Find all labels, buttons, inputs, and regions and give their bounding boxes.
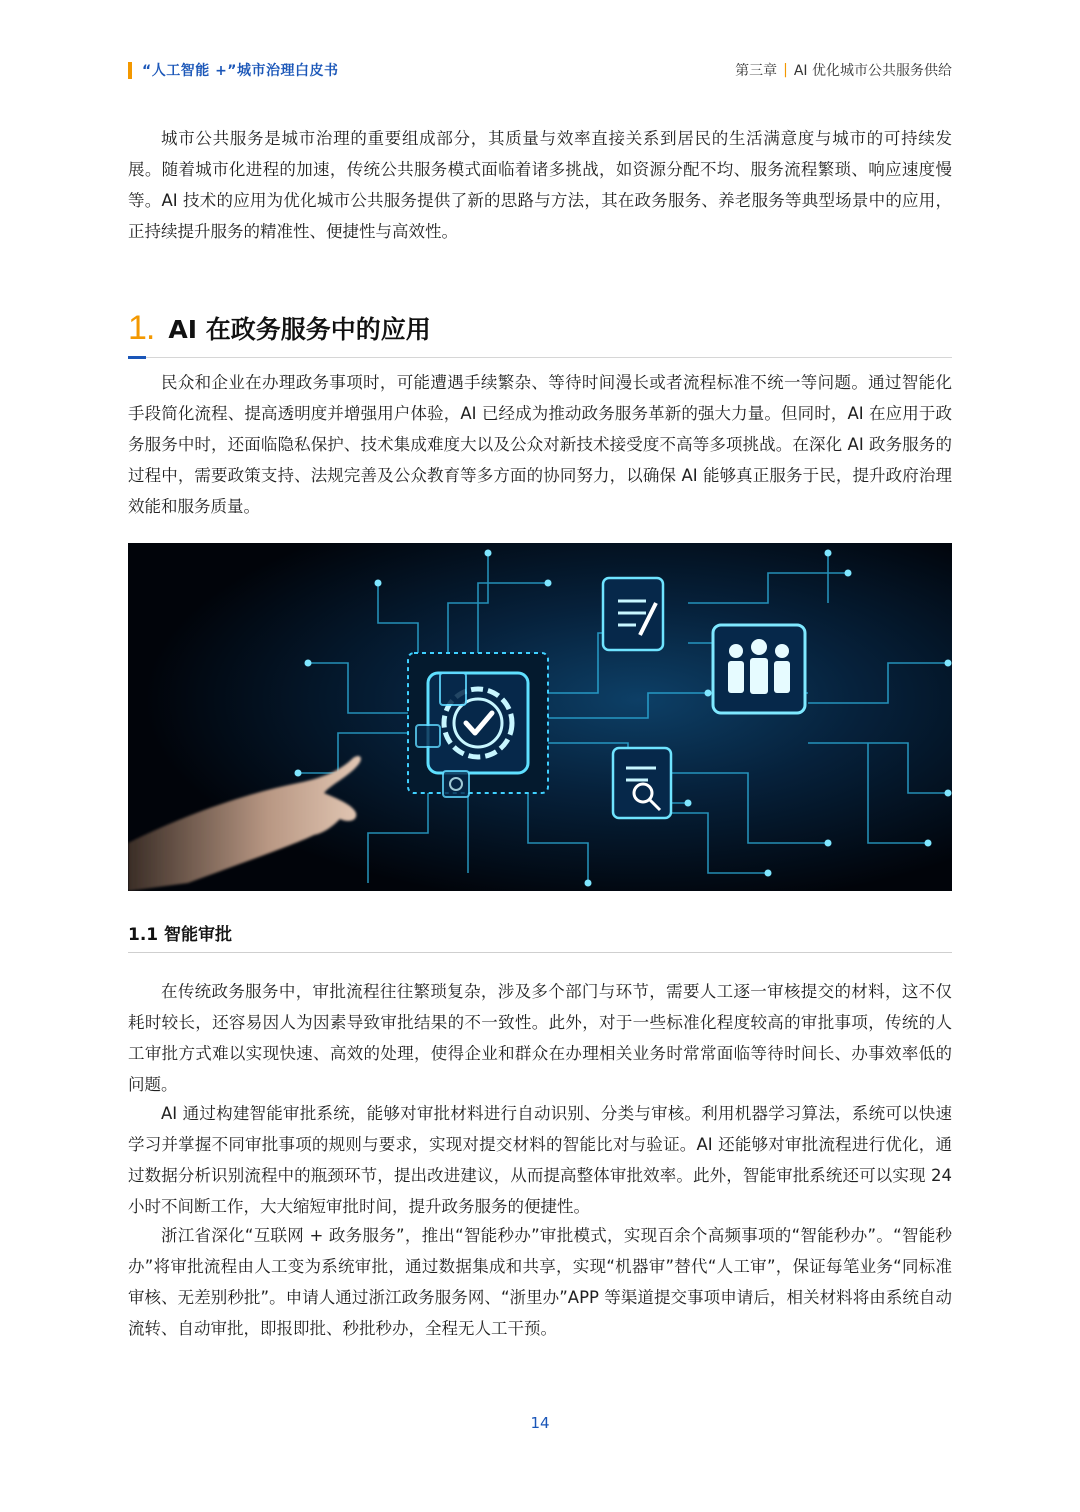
chapter-title: AI 优化城市公共服务供给 <box>793 63 952 79</box>
section-title: AI 在政务服务中的应用 <box>168 315 431 344</box>
document-edit-icon <box>603 578 663 650</box>
section-number: 1. <box>128 308 155 347</box>
subsection-divider <box>128 952 952 953</box>
document-title: “人工智能 +”城市治理白皮书 <box>142 63 339 79</box>
document-small-icon <box>440 673 466 705</box>
people-small-icon <box>416 725 440 747</box>
header-separator: | <box>783 62 788 78</box>
intro-paragraph: 城市公共服务是城市治理的重要组成部分，其质量与效率直接关系到居民的生活满意度与城市的可持续发展。随着城市化进程的加速，传统公共服务模式面临着诸多挑战，如资源分配不均、服务流程繁琐、响应速度慢等。AI 技术的应用为优化城市公共服务提供了新的思路与方法，其在政务服务、养老服务等典型场景中的应用，正持续提升服务的精准性、便捷性与高效性。 <box>128 129 952 241</box>
circuit-illustration <box>128 543 952 891</box>
subsection-paragraph-3: 浙江省深化“互联网 + 政务服务”，推出“智能秒办”审批模式，实现百余个高频事项的“智能秒办”。“智能秒办”将审批流程由人工变为系统审批，通过数据集成和共享，实现“机器审”替代“人工审”，保证每笔业务“同标准审核、无差别秒批”。申请人通过浙江政务服务网、“浙里办”APP 等渠道提交事项申请后，相关材料将由系统自动流转、自动审批，即报即批、秒批秒办，全程无人工干预。 <box>128 1226 952 1338</box>
subsection-paragraph-1: 在传统政务服务中，审批流程往往繁琐复杂，涉及多个部门与环节，需要人工逐一审核提交的材料，这不仅耗时较长，还容易因人为因素导致审批结果的不一致性。此外，对于一些标准化程度较高的审批事项，传统的人工审批方式难以实现快速、高效的处理，使得企业和群众在办理相关业务时常常面临等待时间长、办事效率低的问题。 <box>128 982 952 1094</box>
people-group-icon <box>713 625 805 713</box>
running-header-right <box>735 60 952 80</box>
section-paragraph: 民众和企业在办理政务事项时，可能遭遇手续繁杂、等待时间漫长或者流程标准不统一等问题。通过智能化手段简化流程、提高透明度并增强用户体验，AI 已经成为推动政务服务革新的强大力量。但同时，AI 在应用于政务服务中时，还面临隐私保护、技术集成难度大以及公众对新技术接受度不高等多项挑战。在深化 AI 政务服务的过程中，需要政策支持、法规完善及公众教育等多方面的协同努力，以确保 AI 能够真正服务于民，提升政府治理效能和服务质量。 <box>128 373 952 516</box>
checkmark-gear-icon <box>408 653 548 793</box>
hero-illustration <box>128 543 952 891</box>
header-accent-bar <box>128 62 132 79</box>
hexagon-icon <box>443 771 469 797</box>
running-header-left <box>128 60 339 80</box>
chapter-label: 第三章 <box>735 63 778 79</box>
page-number: 14 <box>530 1414 550 1432</box>
section-heading <box>128 308 431 348</box>
section-divider <box>128 357 952 358</box>
document-search-icon <box>613 748 671 818</box>
section-divider-accent <box>128 356 146 359</box>
subsection-title: 1.1 智能审批 <box>128 925 233 945</box>
subsection-paragraph-2: AI 通过构建智能审批系统，能够对审批材料进行自动识别、分类与审核。利用机器学习算法，系统可以快速学习并掌握不同审批事项的规则与要求，实现对提交材料的智能比对与验证。AI 还能够对审批流程进行优化，通过数据分析识别流程中的瓶颈环节，提出改进建议，从而提高整体审批效率。此外，智能审批系统还可以实现 24 小时不间断工作，大大缩短审批时间，提升政务服务的便捷性。 <box>128 1104 952 1216</box>
